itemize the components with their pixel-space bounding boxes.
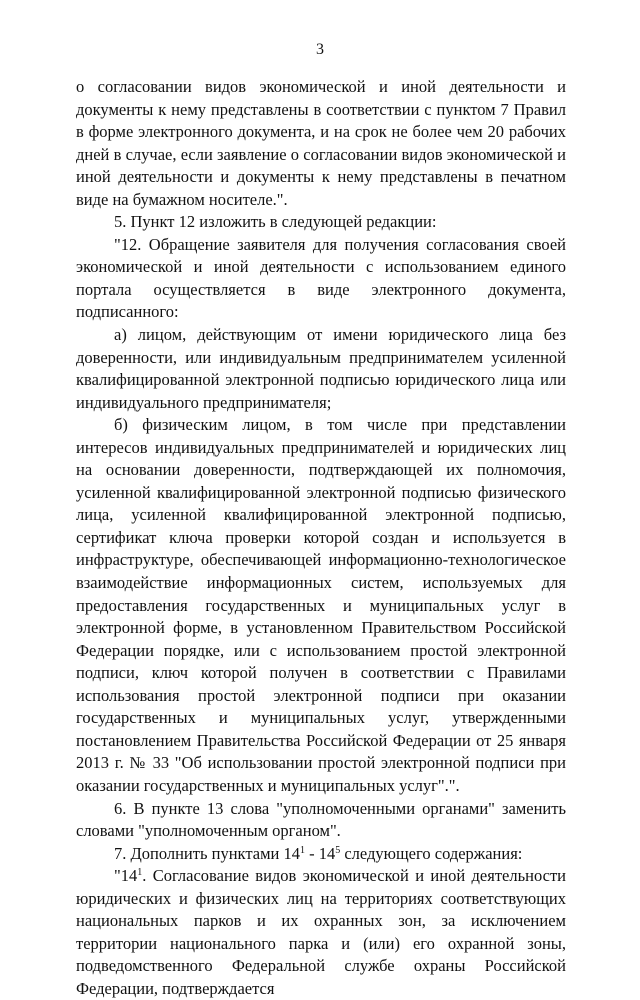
paragraph-item-7 <box>76 843 566 866</box>
paragraph-item-5: 5. Пункт 12 изложить в следующей редакции: <box>114 212 437 232</box>
document-body <box>76 76 566 1000</box>
item-7-text-middle: - 14 <box>304 843 336 863</box>
clause-14-1-number: "14 <box>114 866 138 886</box>
item-7-superscript-2: 5 <box>335 844 341 856</box>
item-7-superscript-1: 1 <box>299 844 305 856</box>
paragraph-clause-12: "12. Обращение заявителя для получения согласования своей экономической и иной деятельности с использованием единого портала осуществляется в виде электронного документа, подписанного: <box>76 234 566 322</box>
paragraph-subitem-b: б) физическим лицом, в том числе при представлении интересов индивидуальных предпринимателей и юридических лиц на основании доверенности, подтверждающей их полномочия, усиленной квалифицированной электронной подписью физического лица, усиленной квалифицированной электронной подписью, сертификат ключа проверки которой создан и используется в инфраструктуре, обеспечивающей информационно-технологическое взаимодействие информационных систем, используемых для предоставления государственных и муниципальных услуг в электронной форме, в установленном Правительством Российской Федерации порядке, или с использованием простой электронной подписи, ключ которой получен в соответствии с Правилами использования простой электронной подписи при оказании государственных и муниципальных услуг, утвержденными постановлением Правительства Российской Федерации от 25 января 2013 г. № 33 "Об использовании простой электронной подписи при оказании государственных и муниципальных услуг".". <box>76 415 566 795</box>
paragraph-clause-14-1 <box>76 865 566 1000</box>
clause-14-1-superscript: 1 <box>137 867 143 879</box>
paragraph-continuation: о согласовании видов экономической и иной деятельности и документы к нему представлены в соответствии с пунктом 7 Правил в форме электронного документа, и на срок не более чем 20 рабочих дней в случае, если заявление о согласовании видов экономической и иной деятельности и документы к нему представлены в печатном виде на бумажном носителе.". <box>76 77 566 209</box>
paragraph-subitem-a: а) лицом, действующим от имени юридического лица без доверенности, или индивидуальным предпринимателем усиленной квалифицированной электронной подписью юридического лица или индивидуального предпринимателя; <box>76 325 566 412</box>
clause-14-1-text: . Согласование видов экономической и иной деятельности юридических и физических лиц на территориях соответствующих национальных парков и их охранных зон, за исключением территории национального парка и (или) его охранной зоны, подведомственного Федеральной службе охраны Российской Федерации, подтверждается <box>76 866 566 998</box>
page-number: 3 <box>316 41 324 58</box>
item-7-text-end: следующего содержания: <box>340 843 523 863</box>
item-7-text-start: 7. Дополнить пунктами 14 <box>114 843 300 863</box>
paragraph-item-6: 6. В пункте 13 слова "уполномоченными органами" заменить словами "уполномоченным органом". <box>76 798 566 841</box>
